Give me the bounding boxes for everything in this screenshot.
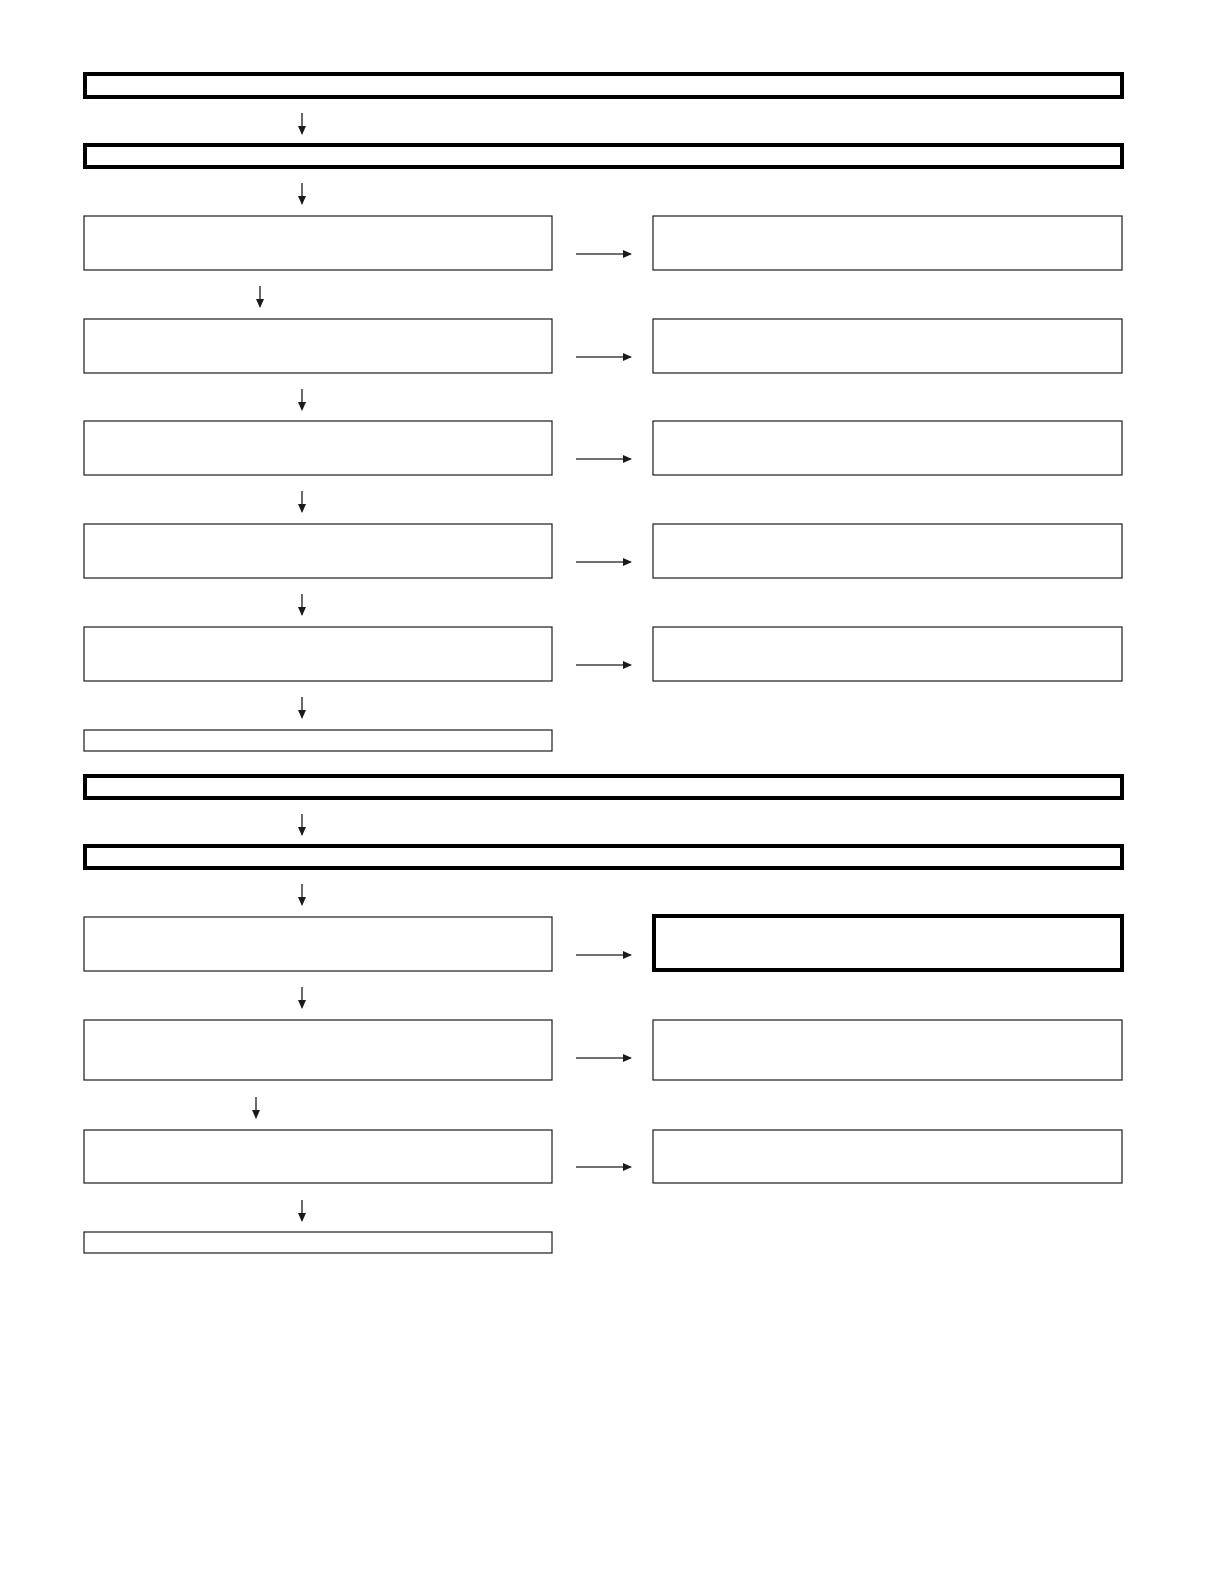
check-box [84, 421, 552, 475]
result-box [653, 524, 1122, 578]
end-box [84, 1232, 552, 1253]
check-box [84, 627, 552, 681]
check-box [84, 524, 552, 578]
check-box [84, 917, 552, 971]
result-box [653, 1020, 1122, 1080]
result-box [653, 421, 1122, 475]
section-2-title-box [85, 776, 1122, 798]
check-box [84, 319, 552, 373]
result-box-emphasized [654, 916, 1122, 970]
section-2 [84, 776, 1122, 1253]
end-box [84, 730, 552, 751]
section-1-subtitle-box [85, 145, 1122, 167]
check-box [84, 1130, 552, 1183]
result-box [653, 1130, 1122, 1183]
section-1-title-box [85, 74, 1122, 97]
section-2-subtitle-box [85, 846, 1122, 868]
result-box [653, 627, 1122, 681]
result-box [653, 319, 1122, 373]
check-box [84, 1020, 552, 1080]
check-box [84, 216, 552, 270]
result-box [653, 216, 1122, 270]
section-1 [84, 74, 1122, 751]
